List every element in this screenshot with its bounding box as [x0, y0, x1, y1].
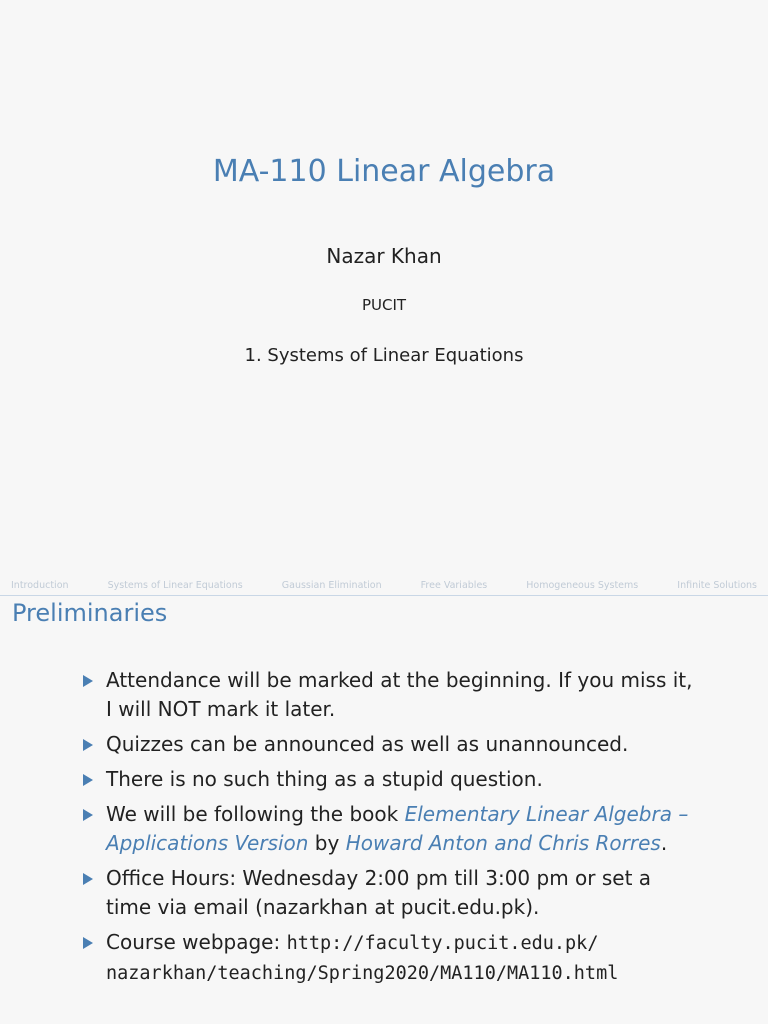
list-item: [80, 864, 700, 922]
list-item: [80, 928, 700, 988]
triangle-bullet-icon: [83, 774, 93, 786]
course-webpage-link[interactable]: http://faculty.pucit.edu.pk/ nazarkhan/teaching/Spring2020/MA110/MA110.html: [106, 933, 619, 984]
list-item: [80, 800, 700, 858]
triangle-bullet-icon: [83, 739, 93, 751]
bullet-list: [80, 666, 700, 994]
lecture-title: 1. Systems of Linear Equations: [244, 345, 524, 366]
quizzes-text: Quizzes can be announced as well as unannounced.: [106, 732, 629, 756]
office-hours-text: Office Hours: Wednesday 2:00 pm till 3:00 pm or set a time via email (nazarkhan at pucit.edu.pk).: [106, 866, 652, 919]
section-navigation: [0, 576, 768, 596]
triangle-bullet-icon: [83, 873, 93, 885]
presentation-title: MA-110 Linear Algebra: [212, 154, 556, 189]
book-title-link[interactable]: Elementary Linear Algebra – Applications Version: [106, 802, 689, 855]
attendance-text: Attendance will be marked at the beginning. If you miss it, I will NOT mark it later.: [106, 668, 693, 721]
list-item: [80, 730, 700, 759]
webpage-prefix-text: Course webpage:: [106, 930, 287, 954]
nav-item-introduction[interactable]: Introduction: [11, 580, 69, 591]
content-slide: [0, 576, 768, 1024]
nav-item-free-variables[interactable]: Free Variables: [420, 580, 488, 591]
author-name: Nazar Khan: [326, 244, 442, 268]
book-prefix-text: We will be following the book: [106, 802, 405, 826]
book-suffix-text: .: [660, 831, 668, 855]
triangle-bullet-icon: [83, 937, 93, 949]
institute-name: PUCIT: [361, 296, 407, 314]
list-item: [80, 765, 700, 794]
book-authors-link[interactable]: Howard Anton and Chris Rorres: [345, 831, 661, 855]
nav-item-homogeneous-systems[interactable]: Homogeneous Systems: [526, 580, 639, 591]
triangle-bullet-icon: [83, 809, 93, 821]
nav-item-systems-of-linear-equations[interactable]: Systems of Linear Equations: [107, 580, 243, 591]
nav-item-infinite-solutions[interactable]: Infinite Solutions: [677, 580, 757, 591]
frame-title: Preliminaries: [12, 599, 168, 627]
triangle-bullet-icon: [83, 675, 93, 687]
list-item: [80, 666, 700, 724]
nav-item-gaussian-elimination[interactable]: Gaussian Elimination: [281, 580, 382, 591]
book-by-text: by: [308, 831, 346, 855]
question-text: There is no such thing as a stupid question.: [106, 767, 543, 791]
